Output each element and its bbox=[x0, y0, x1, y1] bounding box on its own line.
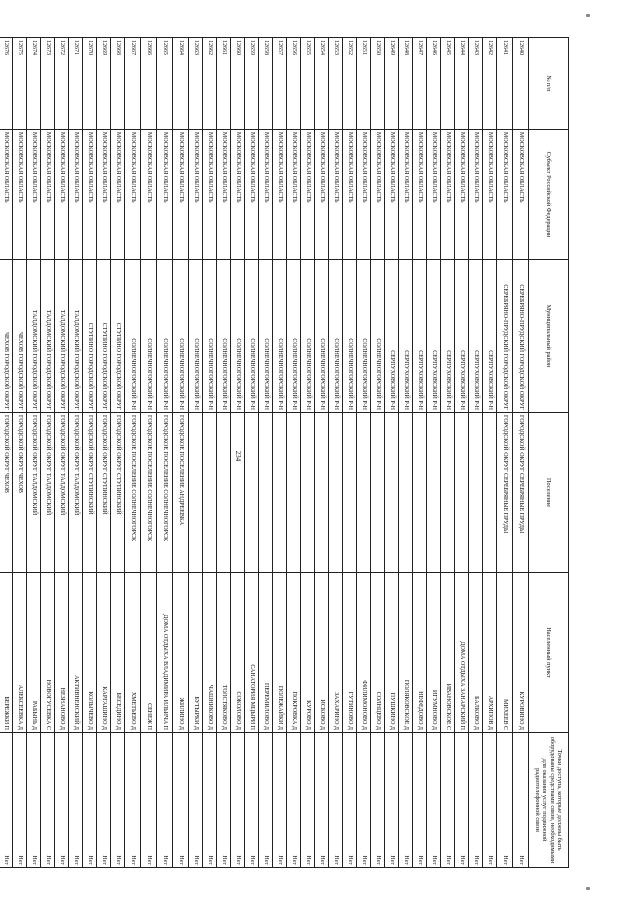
cell-locality: БЕСЕДИНО Д bbox=[111, 573, 125, 733]
cell-num: 12674 bbox=[27, 38, 41, 130]
cell-settlement bbox=[413, 413, 427, 573]
cell-municipality: СЕРПУХОВСКИЙ Р-Н bbox=[455, 260, 469, 413]
table-row bbox=[497, 38, 513, 868]
cell-municipality: СОЛНЕЧНОГОРСКИЙ Р-Н bbox=[245, 260, 259, 413]
cell-locality: ДОМА ОТДЫХА ВЛАДИМИРА ИЛЬИЧА П bbox=[157, 573, 173, 733]
cell-tv: Нет bbox=[357, 733, 371, 868]
cell-municipality: СОЛНЕЧНОГОРСКИЙ Р-Н bbox=[371, 260, 385, 413]
cell-subject: МОСКОВСКАЯ ОБЛАСТЬ bbox=[189, 130, 203, 260]
cell-num: 12642 bbox=[483, 38, 497, 130]
cell-municipality: СОЛНЕЧНОГОРСКИЙ Р-Н bbox=[315, 260, 329, 413]
cell-municipality: СОЛНЕЧНОГОРСКИЙ Р-Н bbox=[189, 260, 203, 413]
cell-settlement bbox=[483, 413, 497, 573]
cell-subject: МОСКОВСКАЯ ОБЛАСТЬ bbox=[141, 130, 157, 260]
cell-locality: ПОКРОВКА Д bbox=[287, 573, 301, 733]
cell-tv: Нет bbox=[343, 733, 357, 868]
cell-locality: БАЛКОВО Д bbox=[469, 573, 483, 733]
cell-num: 12652 bbox=[343, 38, 357, 130]
cell-locality: РАБЫНЬ Д bbox=[27, 573, 41, 733]
header-subject: Субъект Российской Федерации bbox=[529, 130, 569, 260]
header-municipality: Муниципальный район bbox=[529, 260, 569, 413]
table-row bbox=[69, 38, 83, 868]
cell-municipality: СОЛНЕЧНОГОРСКИЙ Р-Н bbox=[141, 260, 157, 413]
cell-tv: Нет bbox=[497, 733, 513, 868]
table-row bbox=[125, 38, 141, 868]
table-row bbox=[357, 38, 371, 868]
cell-subject: МОСКОВСКАЯ ОБЛАСТЬ bbox=[329, 130, 343, 260]
cell-num: 12670 bbox=[83, 38, 97, 130]
cell-municipality: СТУПИНО ГОРОДСКОЙ ОКРУГ bbox=[83, 260, 97, 413]
cell-locality: КОЛЫЧЕВО Д bbox=[83, 573, 97, 733]
cell-subject: МОСКОВСКАЯ ОБЛАСТЬ bbox=[301, 130, 315, 260]
cell-num: 12662 bbox=[203, 38, 217, 130]
cell-locality: КУРОВО Д bbox=[301, 573, 315, 733]
cell-tv: Нет bbox=[315, 733, 329, 868]
cell-locality: ХМЕТЬЕВО Д bbox=[125, 573, 141, 733]
cell-tv: Нет bbox=[0, 733, 13, 868]
cell-tv: Нет bbox=[455, 733, 469, 868]
cell-municipality: СОЛНЕЧНОГОРСКИЙ Р-Н bbox=[259, 260, 273, 413]
cell-subject: МОСКОВСКАЯ ОБЛАСТЬ bbox=[357, 130, 371, 260]
cell-tv: Нет bbox=[111, 733, 125, 868]
cell-num: 12664 bbox=[173, 38, 189, 130]
cell-tv: Нет bbox=[173, 733, 189, 868]
table-row bbox=[245, 38, 259, 868]
table-row bbox=[455, 38, 469, 868]
table-row bbox=[385, 38, 399, 868]
cell-tv: Нет bbox=[83, 733, 97, 868]
header-num: № п/п bbox=[529, 38, 569, 130]
cell-subject: МОСКОВСКАЯ ОБЛАСТЬ bbox=[157, 130, 173, 260]
cell-settlement: ГОРОДСКОЕ ПОСЕЛЕНИЕ СОЛНЕЧНОГОРСК bbox=[157, 413, 173, 573]
table-row bbox=[399, 38, 413, 868]
cell-subject: МОСКОВСКАЯ ОБЛАСТЬ bbox=[371, 130, 385, 260]
cell-num: 12654 bbox=[315, 38, 329, 130]
table-row bbox=[301, 38, 315, 868]
cell-locality: АКТИВНЕНСКИЙ Д bbox=[69, 573, 83, 733]
cell-subject: МОСКОВСКАЯ ОБЛАСТЬ bbox=[315, 130, 329, 260]
cell-locality: ЗАХАРИНО Д bbox=[329, 573, 343, 733]
cell-subject: МОСКОВСКАЯ ОБЛАСТЬ bbox=[497, 130, 513, 260]
cell-municipality: СТУПИНО ГОРОДСКОЙ ОКРУГ bbox=[97, 260, 111, 413]
cell-settlement bbox=[455, 413, 469, 573]
cell-settlement: ГОРОДСКОЙ ОКРУГ СЕРЕБРЯНЫЕ ПРУДЫ bbox=[497, 413, 513, 573]
cell-locality: МИХЕЕВ С bbox=[497, 573, 513, 733]
cell-num: 12673 bbox=[41, 38, 55, 130]
cell-municipality: СОЛНЕЧНОГОРСКИЙ Р-Н bbox=[231, 260, 245, 413]
cell-subject: МОСКОВСКАЯ ОБЛАСТЬ bbox=[273, 130, 287, 260]
cell-municipality: СОЛНЕЧНОГОРСКИЙ Р-Н bbox=[329, 260, 343, 413]
cell-locality: САНАТОРИЯ МЦЫРИ П bbox=[245, 573, 259, 733]
cell-tv: Нет bbox=[513, 733, 529, 868]
cell-settlement: ГОРОДСКОЙ ОКРУГ СТУПИНСКИЙ bbox=[83, 413, 97, 573]
cell-tv: Нет bbox=[399, 733, 413, 868]
cell-tv: Нет bbox=[469, 733, 483, 868]
cell-municipality: СЕРЕБРЯНО-ПРУДСКИЙ ГОРОДСКОЙ ОКРУГ bbox=[513, 260, 529, 413]
cell-tv: Нет bbox=[157, 733, 173, 868]
cell-tv: Нет bbox=[301, 733, 315, 868]
cell-num: 12646 bbox=[427, 38, 441, 130]
header-settlement: Поселение bbox=[529, 413, 569, 573]
cell-num: 12672 bbox=[55, 38, 69, 130]
cell-locality: БЕРЕЖКИ П bbox=[0, 573, 13, 733]
cell-locality: БУТЫРКИ Д bbox=[189, 573, 203, 733]
cell-subject: МОСКОВСКАЯ ОБЛАСТЬ bbox=[469, 130, 483, 260]
cell-num: 12666 bbox=[141, 38, 157, 130]
cell-settlement bbox=[385, 413, 399, 573]
cell-subject: МОСКОВСКАЯ ОБЛАСТЬ bbox=[441, 130, 455, 260]
cell-subject: МОСКОВСКАЯ ОБЛАСТЬ bbox=[343, 130, 357, 260]
cell-subject: МОСКОВСКАЯ ОБЛАСТЬ bbox=[427, 130, 441, 260]
cell-municipality: СЕРПУХОВСКИЙ Р-Н bbox=[399, 260, 413, 413]
rotated-table-container bbox=[3, 37, 569, 867]
cell-subject: МОСКОВСКАЯ ОБЛАСТЬ bbox=[83, 130, 97, 260]
table-row bbox=[273, 38, 287, 868]
cell-settlement: ГОРОДСКОЙ ОКРУГ СТУПИНСКИЙ bbox=[97, 413, 111, 573]
cell-subject: МОСКОВСКАЯ ОБЛАСТЬ bbox=[27, 130, 41, 260]
cell-subject: МОСКОВСКАЯ ОБЛАСТЬ bbox=[483, 130, 497, 260]
cell-num: 12667 bbox=[125, 38, 141, 130]
table-row bbox=[189, 38, 203, 868]
cell-num: 12675 bbox=[13, 38, 27, 130]
cell-municipality: СОЛНЕЧНОГОРСКИЙ Р-Н bbox=[357, 260, 371, 413]
cell-municipality: ТАЛДОМСКИЙ ГОРОДСКОЙ ОКРУГ bbox=[69, 260, 83, 413]
cell-num: 12668 bbox=[111, 38, 125, 130]
cell-settlement: ГОРОДСКОЙ ОКРУГ СЕРЕБРЯНЫЕ ПРУДЫ bbox=[513, 413, 529, 573]
cell-num: 12658 bbox=[259, 38, 273, 130]
cell-num: 12655 bbox=[301, 38, 315, 130]
cell-settlement: ГОРОДСКОЙ ОКРУГ ТАЛДОМСКИЙ bbox=[41, 413, 55, 573]
cell-subject: МОСКОВСКАЯ ОБЛАСТЬ bbox=[13, 130, 27, 260]
cell-settlement bbox=[203, 413, 217, 573]
cell-municipality: ТАЛДОМСКИЙ ГОРОДСКОЙ ОКРУГ bbox=[27, 260, 41, 413]
cell-num: 12657 bbox=[273, 38, 287, 130]
page-number: 234 bbox=[234, 450, 242, 462]
cell-tv: Нет bbox=[413, 733, 427, 868]
cell-municipality: СЕРПУХОВСКИЙ Р-Н bbox=[413, 260, 427, 413]
table-row bbox=[141, 38, 157, 868]
cell-num: 12656 bbox=[287, 38, 301, 130]
cell-locality: ТОЛСТЯКОВО Д bbox=[217, 573, 231, 733]
cell-subject: МОСКОВСКАЯ ОБЛАСТЬ bbox=[259, 130, 273, 260]
table-row bbox=[329, 38, 343, 868]
cell-subject: МОСКОВСКАЯ ОБЛАСТЬ bbox=[217, 130, 231, 260]
cell-num: 12649 bbox=[385, 38, 399, 130]
table-row bbox=[287, 38, 301, 868]
cell-tv: Нет bbox=[483, 733, 497, 868]
table-row bbox=[83, 38, 97, 868]
cell-tv: Нет bbox=[217, 733, 231, 868]
cell-num: 12661 bbox=[217, 38, 231, 130]
cell-settlement bbox=[469, 413, 483, 573]
cell-tv: Нет bbox=[125, 733, 141, 868]
cell-subject: МОСКОВСКАЯ ОБЛАСТЬ bbox=[231, 130, 245, 260]
cell-num: 12644 bbox=[455, 38, 469, 130]
cell-settlement bbox=[217, 413, 231, 573]
cell-locality: СОКОЛОВО Д bbox=[231, 573, 245, 733]
cell-num: 12653 bbox=[329, 38, 343, 130]
cell-settlement bbox=[231, 413, 245, 573]
cell-settlement bbox=[259, 413, 273, 573]
table-row bbox=[483, 38, 497, 868]
cell-num: 12671 bbox=[69, 38, 83, 130]
cell-settlement: ГОРОДСКОЙ ОКРУГ ЧЕХОВ bbox=[0, 413, 13, 573]
cell-tv: Нет bbox=[427, 733, 441, 868]
table-row bbox=[111, 38, 125, 868]
table-row bbox=[413, 38, 427, 868]
cell-settlement: ГОРОДСКОЙ ОКРУГ ТАЛДОМСКИЙ bbox=[69, 413, 83, 573]
cell-tv: Нет bbox=[69, 733, 83, 868]
cell-settlement: ГОРОДСКОЙ ОКРУГ СТУПИНСКИЙ bbox=[111, 413, 125, 573]
cell-municipality: ТАЛДОМСКИЙ ГОРОДСКОЙ ОКРУГ bbox=[41, 260, 55, 413]
cell-tv: Нет bbox=[27, 733, 41, 868]
scan-artifact bbox=[586, 14, 590, 17]
cell-tv: Нет bbox=[273, 733, 287, 868]
cell-locality: КУРОВИНО Д bbox=[513, 573, 529, 733]
cell-settlement bbox=[427, 413, 441, 573]
cell-subject: МОСКОВСКАЯ ОБЛАСТЬ bbox=[245, 130, 259, 260]
table-row bbox=[97, 38, 111, 868]
cell-locality: СОЛНЦЕВО Д bbox=[371, 573, 385, 733]
cell-subject: МОСКОВСКАЯ ОБЛАСТЬ bbox=[125, 130, 141, 260]
table-row bbox=[231, 38, 245, 868]
cell-subject: МОСКОВСКАЯ ОБЛАСТЬ bbox=[385, 130, 399, 260]
cell-num: 12645 bbox=[441, 38, 455, 130]
table-header-row bbox=[529, 38, 569, 868]
cell-subject: МОСКОВСКАЯ ОБЛАСТЬ bbox=[203, 130, 217, 260]
cell-subject: МОСКОВСКАЯ ОБЛАСТЬ bbox=[55, 130, 69, 260]
cell-num: 12669 bbox=[97, 38, 111, 130]
cell-municipality: СОЛНЕЧНОГОРСКИЙ Р-Н bbox=[125, 260, 141, 413]
cell-municipality: СЕРПУХОВСКИЙ Р-Н bbox=[483, 260, 497, 413]
cell-subject: МОСКОВСКАЯ ОБЛАСТЬ bbox=[41, 130, 55, 260]
cell-subject: МОСКОВСКАЯ ОБЛАСТЬ bbox=[173, 130, 189, 260]
cell-num: 12676 bbox=[0, 38, 13, 130]
cell-municipality: ЧЕХОВ ГОРОДСКОЙ ОКРУГ bbox=[0, 260, 13, 413]
table-row bbox=[157, 38, 173, 868]
cell-subject: МОСКОВСКАЯ ОБЛАСТЬ bbox=[69, 130, 83, 260]
cell-num: 12640 bbox=[513, 38, 529, 130]
cell-num: 12663 bbox=[189, 38, 203, 130]
cell-municipality: СОЛНЕЧНОГОРСКИЙ Р-Н bbox=[343, 260, 357, 413]
cell-num: 12665 bbox=[157, 38, 173, 130]
cell-municipality: СТУПИНО ГОРОДСКОЙ ОКРУГ bbox=[111, 260, 125, 413]
cell-settlement bbox=[301, 413, 315, 573]
cell-municipality: СЕРЕБРЯНО-ПРУДСКИЙ ГОРОДСКОЙ ОКРУГ bbox=[497, 260, 513, 413]
cell-tv: Нет bbox=[371, 733, 385, 868]
cell-locality: ФИЛИМОНОВО Д bbox=[357, 573, 371, 733]
cell-subject: МОСКОВСКАЯ ОБЛАСТЬ bbox=[455, 130, 469, 260]
table-row bbox=[0, 38, 13, 868]
cell-locality: ИСКОВО Д bbox=[315, 573, 329, 733]
scan-artifact bbox=[586, 887, 590, 890]
cell-municipality: СОЛНЕЧНОГОРСКИЙ Р-Н bbox=[287, 260, 301, 413]
cell-settlement bbox=[329, 413, 343, 573]
cell-num: 12647 bbox=[413, 38, 427, 130]
cell-settlement: ГОРОДСКОЕ ПОСЕЛЕНИЕ СОЛНЕЧНОГОРСК bbox=[141, 413, 157, 573]
table-row bbox=[55, 38, 69, 868]
cell-subject: МОСКОВСКАЯ ОБЛАСТЬ bbox=[0, 130, 13, 260]
cell-tv: Нет bbox=[245, 733, 259, 868]
cell-municipality: СОЛНЕЧНОГОРСКИЙ Р-Н bbox=[273, 260, 287, 413]
cell-tv: Нет bbox=[231, 733, 245, 868]
table-row bbox=[27, 38, 41, 868]
table-row bbox=[13, 38, 27, 868]
cell-tv: Нет bbox=[203, 733, 217, 868]
table-row bbox=[371, 38, 385, 868]
cell-settlement: ГОРОДСКОЙ ОКРУГ ТАЛДОМСКИЙ bbox=[27, 413, 41, 573]
cell-tv: Нет bbox=[259, 733, 273, 868]
cell-municipality: СОЛНЕЧНОГОРСКИЙ Р-Н bbox=[157, 260, 173, 413]
cell-num: 12641 bbox=[497, 38, 513, 130]
cell-settlement bbox=[343, 413, 357, 573]
cell-num: 12651 bbox=[357, 38, 371, 130]
cell-municipality: СОЛНЕЧНОГОРСКИЙ Р-Н bbox=[301, 260, 315, 413]
cell-settlement bbox=[273, 413, 287, 573]
header-tv-access: Точки доступа, которые должны быть оборудованы средствами связи, необходимыми для оказания услуг подвижной радиотелефонной связи bbox=[529, 733, 569, 868]
cell-tv: Нет bbox=[141, 733, 157, 868]
cell-tv: Нет bbox=[13, 733, 27, 868]
table-row bbox=[217, 38, 231, 868]
cell-municipality: ЧЕХОВ ГОРОДСКОЙ ОКРУГ bbox=[13, 260, 27, 413]
table-row bbox=[441, 38, 455, 868]
cell-municipality: СЕРПУХОВСКИЙ Р-Н bbox=[427, 260, 441, 413]
cell-subject: МОСКОВСКАЯ ОБЛАСТЬ bbox=[399, 130, 413, 260]
cell-locality: НЕФЕДОВО Д bbox=[413, 573, 427, 733]
cell-tv: Нет bbox=[41, 733, 55, 868]
cell-municipality: ТАЛДОМСКИЙ ГОРОДСКОЙ ОКРУГ bbox=[55, 260, 69, 413]
cell-municipality: СОЛНЕЧНОГОРСКИЙ Р-Н bbox=[217, 260, 231, 413]
cell-locality: ИГУМНОВО Д bbox=[427, 573, 441, 733]
cell-num: 12650 bbox=[371, 38, 385, 130]
cell-locality: ЧАШНИКОВО Д bbox=[203, 573, 217, 733]
cell-num: 12648 bbox=[399, 38, 413, 130]
cell-locality: ПЕРЕМИЛОВО Д bbox=[259, 573, 273, 733]
table-row bbox=[203, 38, 217, 868]
cell-municipality: СЕРПУХОВСКИЙ Р-Н bbox=[469, 260, 483, 413]
cell-subject: МОСКОВСКАЯ ОБЛАСТЬ bbox=[111, 130, 125, 260]
cell-locality: ДОМА ОТДЫХА ЗАНАРСКИЙ П bbox=[455, 573, 469, 733]
cell-settlement bbox=[357, 413, 371, 573]
cell-locality: ПОЛЕЖАЙКИ Д bbox=[273, 573, 287, 733]
cell-settlement: ГОРОДСКОЙ ОКРУГ ТАЛДОМСКИЙ bbox=[55, 413, 69, 573]
cell-settlement: ГОРОДСКОЕ ПОСЕЛЕНИЕ АНДРЕЕВКА bbox=[173, 413, 189, 573]
cell-locality: АРХИПОВ Д bbox=[483, 573, 497, 733]
table-body bbox=[0, 38, 529, 868]
cell-municipality: СОЛНЕЧНОГОРСКИЙ Р-Н bbox=[203, 260, 217, 413]
table-row bbox=[469, 38, 483, 868]
table-row bbox=[315, 38, 329, 868]
table-frame bbox=[3, 37, 569, 867]
cell-locality: ПОЛЯКОВСКОЕ Д bbox=[399, 573, 413, 733]
table-row bbox=[343, 38, 357, 868]
table-row bbox=[259, 38, 273, 868]
cell-settlement bbox=[245, 413, 259, 573]
cell-tv: Нет bbox=[55, 733, 69, 868]
cell-tv: Нет bbox=[189, 733, 203, 868]
cell-locality: НЕЗНАНОВО Д bbox=[55, 573, 69, 733]
cell-settlement bbox=[287, 413, 301, 573]
cell-subject: МОСКОВСКАЯ ОБЛАСТЬ bbox=[97, 130, 111, 260]
table-row bbox=[173, 38, 189, 868]
cell-settlement bbox=[399, 413, 413, 573]
table-row bbox=[427, 38, 441, 868]
cell-locality: СЕНЕЖ П bbox=[141, 573, 157, 733]
cell-tv: Нет bbox=[329, 733, 343, 868]
settlements-table bbox=[0, 37, 569, 868]
cell-tv: Нет bbox=[385, 733, 399, 868]
cell-settlement bbox=[371, 413, 385, 573]
cell-municipality: СОЛНЕЧНОГОРСКИЙ Р-Н bbox=[173, 260, 189, 413]
cell-tv: Нет bbox=[441, 733, 455, 868]
cell-locality: КАРГАШИНО Д bbox=[97, 573, 111, 733]
cell-num: 12643 bbox=[469, 38, 483, 130]
cell-locality: ГУТИНОВО Д bbox=[343, 573, 357, 733]
cell-locality: АЛЕКСЕЕВКА Д bbox=[13, 573, 27, 733]
cell-municipality: СЕРПУХОВСКИЙ Р-Н bbox=[441, 260, 455, 413]
header-locality: Населенный пункт bbox=[529, 573, 569, 733]
cell-locality: НОВОГУСЕВКА С bbox=[41, 573, 55, 733]
cell-num: 12659 bbox=[245, 38, 259, 130]
cell-settlement: ГОРОДСКОЕ ПОСЕЛЕНИЕ СОЛНЕЧНОГОРСК bbox=[125, 413, 141, 573]
cell-settlement: ГОРОДСКОЙ ОКРУГ ЧЕХОВ bbox=[13, 413, 27, 573]
cell-municipality: СЕРПУХОВСКИЙ Р-Н bbox=[385, 260, 399, 413]
cell-subject: МОСКОВСКАЯ ОБЛАСТЬ bbox=[413, 130, 427, 260]
cell-tv: Нет bbox=[287, 733, 301, 868]
cell-subject: МОСКОВСКАЯ ОБЛАСТЬ bbox=[287, 130, 301, 260]
cell-num: 12660 bbox=[231, 38, 245, 130]
table-row bbox=[513, 38, 529, 868]
table-row bbox=[41, 38, 55, 868]
cell-locality: ПУШКИНО Д bbox=[385, 573, 399, 733]
cell-tv: Нет bbox=[97, 733, 111, 868]
cell-subject: МОСКОВСКАЯ ОБЛАСТЬ bbox=[513, 130, 529, 260]
cell-locality: ИВАНОВСКОЕ С bbox=[441, 573, 455, 733]
cell-locality: ЖИЛИНО Д bbox=[173, 573, 189, 733]
cell-settlement bbox=[441, 413, 455, 573]
cell-settlement bbox=[315, 413, 329, 573]
cell-settlement bbox=[189, 413, 203, 573]
